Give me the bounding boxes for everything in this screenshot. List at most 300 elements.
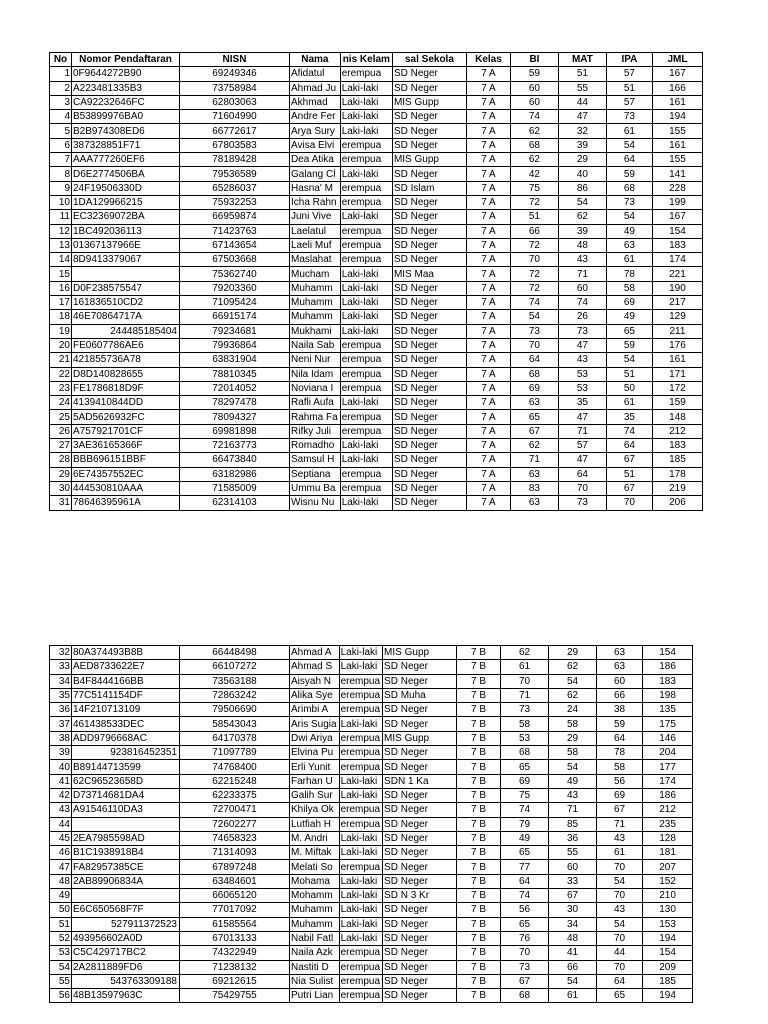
header-bi: BI	[510, 53, 558, 67]
cell-mat: 43	[558, 253, 606, 267]
cell-nomor-pendaftaran: 461438533DEC	[72, 717, 180, 731]
cell-kelas: 7 B	[457, 974, 501, 988]
cell-kelas: 7 B	[457, 903, 501, 917]
table-row	[50, 946, 693, 960]
table-row	[50, 367, 703, 381]
cell-no: 46	[50, 846, 72, 860]
cell-nama: Melati So	[290, 860, 340, 874]
cell-asal-sekolah: SD Neger	[383, 974, 457, 988]
table-row	[50, 774, 693, 788]
cell-jml: 174	[652, 253, 702, 267]
table-row	[50, 703, 693, 717]
cell-nomor-pendaftaran: B4F8444166BB	[72, 674, 180, 688]
cell-jenis-kelamin: erempua	[340, 367, 392, 381]
cell-jml: 183	[652, 238, 702, 252]
cell-nama: Ahmad Ju	[290, 81, 341, 95]
cell-jml: 152	[643, 874, 693, 888]
table-row	[50, 481, 703, 495]
cell-jml: 181	[643, 846, 693, 860]
cell-no: 16	[50, 281, 72, 295]
cell-no: 30	[50, 481, 72, 495]
cell-nisn: 74322949	[180, 946, 290, 960]
cell-jml: 185	[643, 974, 693, 988]
cell-no: 5	[50, 124, 72, 138]
cell-mat: 54	[558, 195, 606, 209]
cell-kelas: 7 A	[466, 381, 510, 395]
cell-kelas: 7 B	[457, 760, 501, 774]
cell-no: 55	[50, 974, 72, 988]
cell-bi: 72	[510, 238, 558, 252]
cell-bi: 74	[501, 889, 549, 903]
cell-mat: 71	[549, 803, 597, 817]
cell-asal-sekolah: SD Neger	[392, 453, 466, 467]
cell-jml: 212	[643, 803, 693, 817]
cell-no: 32	[50, 646, 72, 660]
cell-no: 18	[50, 310, 72, 324]
table-row	[50, 410, 703, 424]
cell-bi: 62	[510, 153, 558, 167]
cell-kelas: 7 A	[466, 396, 510, 410]
cell-jml: 172	[652, 381, 702, 395]
cell-nisn: 66915174	[180, 310, 290, 324]
cell-nama: Icha Rahn	[290, 195, 341, 209]
cell-ipa: 54	[606, 353, 652, 367]
cell-jenis-kelamin: erempua	[340, 381, 392, 395]
cell-jenis-kelamin: Laki-laki	[340, 110, 392, 124]
cell-nama: Arya Sury	[290, 124, 341, 138]
cell-nomor-pendaftaran: 2A2811889FD6	[72, 960, 180, 974]
cell-nomor-pendaftaran: C5C429717BC2	[72, 946, 180, 960]
table-row	[50, 324, 703, 338]
cell-ipa: 67	[606, 481, 652, 495]
cell-jenis-kelamin: erempua	[339, 688, 382, 702]
cell-bi: 68	[510, 138, 558, 152]
cell-kelas: 7 B	[457, 774, 501, 788]
cell-nisn: 71095424	[180, 296, 290, 310]
cell-kelas: 7 A	[466, 195, 510, 209]
cell-no: 38	[50, 731, 72, 745]
cell-jenis-kelamin: Laki-laki	[340, 267, 392, 281]
cell-jenis-kelamin: erempua	[340, 481, 392, 495]
cell-kelas: 7 A	[466, 181, 510, 195]
cell-mat: 51	[558, 67, 606, 81]
cell-nisn: 67803583	[180, 138, 290, 152]
cell-nama: Alika Sye	[290, 688, 340, 702]
cell-nomor-pendaftaran: CA92232646FC	[72, 95, 180, 109]
cell-jenis-kelamin: Laki-laki	[340, 167, 392, 181]
cell-nisn: 79203360	[180, 281, 290, 295]
cell-bi: 73	[510, 324, 558, 338]
cell-ipa: 78	[597, 746, 643, 760]
cell-ipa: 70	[597, 931, 643, 945]
cell-ipa: 66	[597, 688, 643, 702]
cell-kelas: 7 A	[466, 310, 510, 324]
cell-nisn: 66959874	[180, 210, 290, 224]
cell-no: 6	[50, 138, 72, 152]
cell-kelas: 7 B	[457, 674, 501, 688]
cell-nama: Galang Cl	[290, 167, 341, 181]
cell-ipa: 67	[606, 453, 652, 467]
cell-no: 41	[50, 774, 72, 788]
cell-nomor-pendaftaran: D8D140828655	[72, 367, 180, 381]
cell-nomor-pendaftaran: D0F238575547	[72, 281, 180, 295]
table-row	[50, 746, 693, 760]
cell-jenis-kelamin: Laki-laki	[339, 660, 382, 674]
cell-mat: 33	[549, 874, 597, 888]
cell-nisn: 63484601	[180, 874, 290, 888]
cell-no: 20	[50, 338, 72, 352]
cell-asal-sekolah: SD Neger	[392, 338, 466, 352]
cell-asal-sekolah: SD Neger	[383, 917, 457, 931]
cell-nisn: 66473840	[180, 453, 290, 467]
cell-bi: 59	[510, 67, 558, 81]
cell-jml: 194	[643, 989, 693, 1003]
cell-ipa: 61	[606, 396, 652, 410]
cell-jenis-kelamin: erempua	[339, 746, 382, 760]
cell-ipa: 71	[597, 817, 643, 831]
cell-nama: Naila Azk	[290, 946, 340, 960]
cell-nama: Rafli Aufa	[290, 396, 341, 410]
table-row	[50, 381, 703, 395]
cell-kelas: 7 A	[466, 296, 510, 310]
cell-nomor-pendaftaran: 1DA129966215	[72, 195, 180, 209]
cell-jenis-kelamin: erempua	[340, 67, 392, 81]
cell-kelas: 7 A	[466, 410, 510, 424]
cell-ipa: 57	[606, 67, 652, 81]
cell-kelas: 7 A	[466, 153, 510, 167]
cell-nomor-pendaftaran: E6C650568F7F	[72, 903, 180, 917]
cell-kelas: 7 B	[457, 803, 501, 817]
cell-nomor-pendaftaran: 244485185404	[72, 324, 180, 338]
cell-jenis-kelamin: Laki-laki	[340, 324, 392, 338]
cell-mat: 30	[549, 903, 597, 917]
cell-bi: 72	[510, 281, 558, 295]
cell-nisn: 74658323	[180, 831, 290, 845]
cell-asal-sekolah: SD N 3 Kr	[383, 889, 457, 903]
cell-asal-sekolah: SD Neger	[383, 660, 457, 674]
cell-bi: 60	[510, 95, 558, 109]
cell-kelas: 7 A	[466, 353, 510, 367]
cell-nomor-pendaftaran: 527911372523	[72, 917, 180, 931]
cell-jml: 206	[652, 496, 702, 510]
cell-jml: 219	[652, 481, 702, 495]
cell-mat: 29	[549, 646, 597, 660]
cell-kelas: 7 A	[466, 253, 510, 267]
cell-kelas: 7 A	[466, 267, 510, 281]
cell-jml: 190	[652, 281, 702, 295]
cell-bi: 70	[501, 674, 549, 688]
cell-nomor-pendaftaran: 161836510CD2	[72, 296, 180, 310]
rows-7b	[50, 646, 693, 1003]
cell-mat: 54	[549, 974, 597, 988]
cell-asal-sekolah: SD Neger	[392, 481, 466, 495]
cell-nama: Maslahat	[290, 253, 341, 267]
cell-mat: 36	[549, 831, 597, 845]
header-ipa: IPA	[606, 53, 652, 67]
cell-ipa: 49	[606, 224, 652, 238]
cell-asal-sekolah: SD Neger	[383, 960, 457, 974]
cell-nomor-pendaftaran: 2EA7985598AD	[72, 831, 180, 845]
table-row	[50, 960, 693, 974]
cell-mat: 47	[558, 410, 606, 424]
cell-nama: Putri Lian	[290, 989, 340, 1003]
cell-mat: 66	[549, 960, 597, 974]
cell-no: 36	[50, 703, 72, 717]
cell-nama: Muhamm	[290, 310, 341, 324]
cell-asal-sekolah: SD Neger	[383, 803, 457, 817]
cell-bi: 75	[501, 788, 549, 802]
cell-mat: 43	[549, 788, 597, 802]
cell-jenis-kelamin: erempua	[340, 153, 392, 167]
cell-nama: Juni Vive	[290, 210, 341, 224]
cell-ipa: 51	[606, 367, 652, 381]
cell-asal-sekolah: SD Neger	[392, 439, 466, 453]
cell-asal-sekolah: SD Neger	[383, 788, 457, 802]
cell-nama: Akhmad	[290, 95, 341, 109]
table-row	[50, 889, 693, 903]
cell-bi: 65	[501, 917, 549, 931]
table-row	[50, 281, 703, 295]
cell-nama: Rahma Fa	[290, 410, 341, 424]
cell-no: 2	[50, 81, 72, 95]
cell-nomor-pendaftaran	[72, 889, 180, 903]
cell-jml: 161	[652, 353, 702, 367]
cell-nisn: 71238132	[180, 960, 290, 974]
cell-jenis-kelamin: Laki-laki	[340, 439, 392, 453]
cell-jenis-kelamin: Laki-laki	[339, 717, 382, 731]
cell-asal-sekolah: SD Neger	[392, 110, 466, 124]
cell-bi: 56	[501, 903, 549, 917]
cell-jenis-kelamin: Laki-laki	[339, 774, 382, 788]
cell-asal-sekolah: SD Neger	[392, 224, 466, 238]
cell-jml: 155	[652, 153, 702, 167]
cell-nama: Romadho	[290, 439, 341, 453]
cell-bi: 58	[501, 717, 549, 731]
cell-nisn: 72700471	[180, 803, 290, 817]
cell-nama: Rifky Juli	[290, 424, 341, 438]
cell-jml: 204	[643, 746, 693, 760]
cell-ipa: 59	[606, 167, 652, 181]
cell-kelas: 7 A	[466, 367, 510, 381]
cell-kelas: 7 A	[466, 95, 510, 109]
header-kelas: Kelas	[466, 53, 510, 67]
cell-bi: 64	[510, 353, 558, 367]
cell-bi: 68	[510, 367, 558, 381]
cell-kelas: 7 B	[457, 946, 501, 960]
cell-no: 1	[50, 67, 72, 81]
cell-jenis-kelamin: erempua	[340, 181, 392, 195]
cell-asal-sekolah: SD Neger	[392, 210, 466, 224]
cell-ipa: 49	[606, 310, 652, 324]
cell-nomor-pendaftaran: 5AD5626932FC	[72, 410, 180, 424]
cell-jml: 178	[652, 467, 702, 481]
cell-asal-sekolah: SD Neger	[392, 381, 466, 395]
cell-kelas: 7 B	[457, 931, 501, 945]
cell-jenis-kelamin: erempua	[340, 410, 392, 424]
cell-nomor-pendaftaran: FA82957385CE	[72, 860, 180, 874]
cell-nama: Nabil Fatl	[290, 931, 340, 945]
cell-asal-sekolah: SD Neger	[392, 281, 466, 295]
cell-kelas: 7 A	[466, 110, 510, 124]
cell-jml: 166	[652, 81, 702, 95]
cell-nisn: 71097789	[180, 746, 290, 760]
cell-jenis-kelamin: Laki-laki	[339, 889, 382, 903]
cell-nama: Lutfiah H	[290, 817, 340, 831]
cell-kelas: 7 A	[466, 338, 510, 352]
cell-ipa: 70	[597, 960, 643, 974]
cell-no: 39	[50, 746, 72, 760]
cell-nama: Muhamm	[290, 296, 341, 310]
header-nama: Nama	[290, 53, 341, 67]
cell-no: 28	[50, 453, 72, 467]
cell-nisn: 69212615	[180, 974, 290, 988]
cell-kelas: 7 A	[466, 467, 510, 481]
cell-nama: Muhamm	[290, 917, 340, 931]
cell-nisn: 78297478	[180, 396, 290, 410]
cell-jenis-kelamin: Laki-laki	[339, 917, 382, 931]
cell-ipa: 73	[606, 195, 652, 209]
cell-ipa: 63	[597, 660, 643, 674]
cell-mat: 85	[549, 817, 597, 831]
table-row	[50, 803, 693, 817]
table-row	[50, 138, 703, 152]
cell-jenis-kelamin: erempua	[339, 674, 382, 688]
cell-ipa: 54	[606, 210, 652, 224]
cell-kelas: 7 B	[457, 788, 501, 802]
table-row	[50, 310, 703, 324]
cell-nomor-pendaftaran: 14F210713109	[72, 703, 180, 717]
cell-nisn: 63831904	[180, 353, 290, 367]
cell-jenis-kelamin: erempua	[340, 195, 392, 209]
table-row	[50, 903, 693, 917]
cell-mat: 54	[549, 674, 597, 688]
cell-ipa: 64	[597, 974, 643, 988]
cell-ipa: 70	[606, 496, 652, 510]
cell-asal-sekolah: SD Neger	[392, 138, 466, 152]
cell-ipa: 69	[606, 296, 652, 310]
cell-bi: 74	[510, 296, 558, 310]
cell-no: 13	[50, 238, 72, 252]
cell-mat: 62	[549, 660, 597, 674]
cell-mat: 58	[549, 717, 597, 731]
cell-nisn: 64170378	[180, 731, 290, 745]
cell-jenis-kelamin: Laki-laki	[339, 646, 382, 660]
cell-nisn: 73563188	[180, 674, 290, 688]
cell-nomor-pendaftaran: 3AE36165366F	[72, 439, 180, 453]
table-row	[50, 760, 693, 774]
cell-jml: 153	[643, 917, 693, 931]
table-row	[50, 688, 693, 702]
cell-bi: 53	[501, 731, 549, 745]
cell-asal-sekolah: SD Neger	[392, 81, 466, 95]
cell-asal-sekolah: SD Neger	[383, 760, 457, 774]
cell-nomor-pendaftaran: 421855736A78	[72, 353, 180, 367]
table-row	[50, 181, 703, 195]
cell-jml: 183	[652, 439, 702, 453]
cell-ipa: 70	[597, 860, 643, 874]
cell-no: 10	[50, 195, 72, 209]
cell-bi: 62	[501, 646, 549, 660]
cell-nama: Mohama	[290, 874, 340, 888]
cell-ipa: 51	[606, 81, 652, 95]
cell-nisn: 79536589	[180, 167, 290, 181]
cell-nomor-pendaftaran: D73714681DA4	[72, 788, 180, 802]
cell-jml: 154	[643, 946, 693, 960]
cell-nama: Ummu Ba	[290, 481, 341, 495]
cell-no: 14	[50, 253, 72, 267]
cell-ipa: 58	[606, 281, 652, 295]
cell-jml: 207	[643, 860, 693, 874]
cell-no: 35	[50, 688, 72, 702]
table-row	[50, 396, 703, 410]
cell-ipa: 63	[606, 238, 652, 252]
table-row	[50, 95, 703, 109]
cell-bi: 75	[510, 181, 558, 195]
cell-jml: 185	[652, 453, 702, 467]
cell-nomor-pendaftaran: EC32369072BA	[72, 210, 180, 224]
cell-bi: 73	[501, 703, 549, 717]
cell-asal-sekolah: SDN 1 Ka	[383, 774, 457, 788]
table-row	[50, 238, 703, 252]
cell-jml: 146	[643, 731, 693, 745]
cell-bi: 79	[501, 817, 549, 831]
cell-bi: 73	[501, 960, 549, 974]
cell-nisn: 66065120	[180, 889, 290, 903]
cell-jenis-kelamin: erempua	[339, 860, 382, 874]
cell-jml: 221	[652, 267, 702, 281]
cell-kelas: 7 B	[457, 646, 501, 660]
cell-mat: 71	[558, 267, 606, 281]
table-row	[50, 253, 703, 267]
cell-asal-sekolah: SD Neger	[392, 167, 466, 181]
cell-no: 8	[50, 167, 72, 181]
cell-asal-sekolah: MIS Gupp	[383, 731, 457, 745]
cell-nomor-pendaftaran: 46E70864717A	[72, 310, 180, 324]
cell-asal-sekolah: SD Neger	[383, 746, 457, 760]
cell-jml: 177	[643, 760, 693, 774]
cell-jml: 154	[643, 646, 693, 660]
cell-nama: Ahmad A	[290, 646, 340, 660]
cell-bi: 51	[510, 210, 558, 224]
cell-nisn: 69249346	[180, 67, 290, 81]
cell-nisn: 72602277	[180, 817, 290, 831]
cell-asal-sekolah: SD Neger	[383, 989, 457, 1003]
cell-nomor-pendaftaran: AED8733622E7	[72, 660, 180, 674]
cell-ipa: 69	[597, 788, 643, 802]
cell-nisn: 72014052	[180, 381, 290, 395]
cell-nama: Farhan U	[290, 774, 340, 788]
cell-nomor-pendaftaran: FE0607786AE6	[72, 338, 180, 352]
cell-bi: 67	[501, 974, 549, 988]
cell-bi: 72	[510, 267, 558, 281]
cell-mat: 55	[558, 81, 606, 95]
cell-jml: 176	[652, 338, 702, 352]
cell-mat: 62	[549, 688, 597, 702]
cell-mat: 60	[558, 281, 606, 295]
cell-nama: Laeli Muf	[290, 238, 341, 252]
cell-asal-sekolah: SD Neger	[392, 296, 466, 310]
cell-bi: 71	[510, 453, 558, 467]
cell-ipa: 67	[597, 803, 643, 817]
cell-no: 3	[50, 95, 72, 109]
cell-jml: 228	[652, 181, 702, 195]
cell-nomor-pendaftaran: 78646395961A	[72, 496, 180, 510]
cell-kelas: 7 A	[466, 238, 510, 252]
table-row	[50, 874, 693, 888]
cell-asal-sekolah: SD Neger	[392, 253, 466, 267]
cell-asal-sekolah: MIS Gupp	[392, 153, 466, 167]
cell-no: 15	[50, 267, 72, 281]
